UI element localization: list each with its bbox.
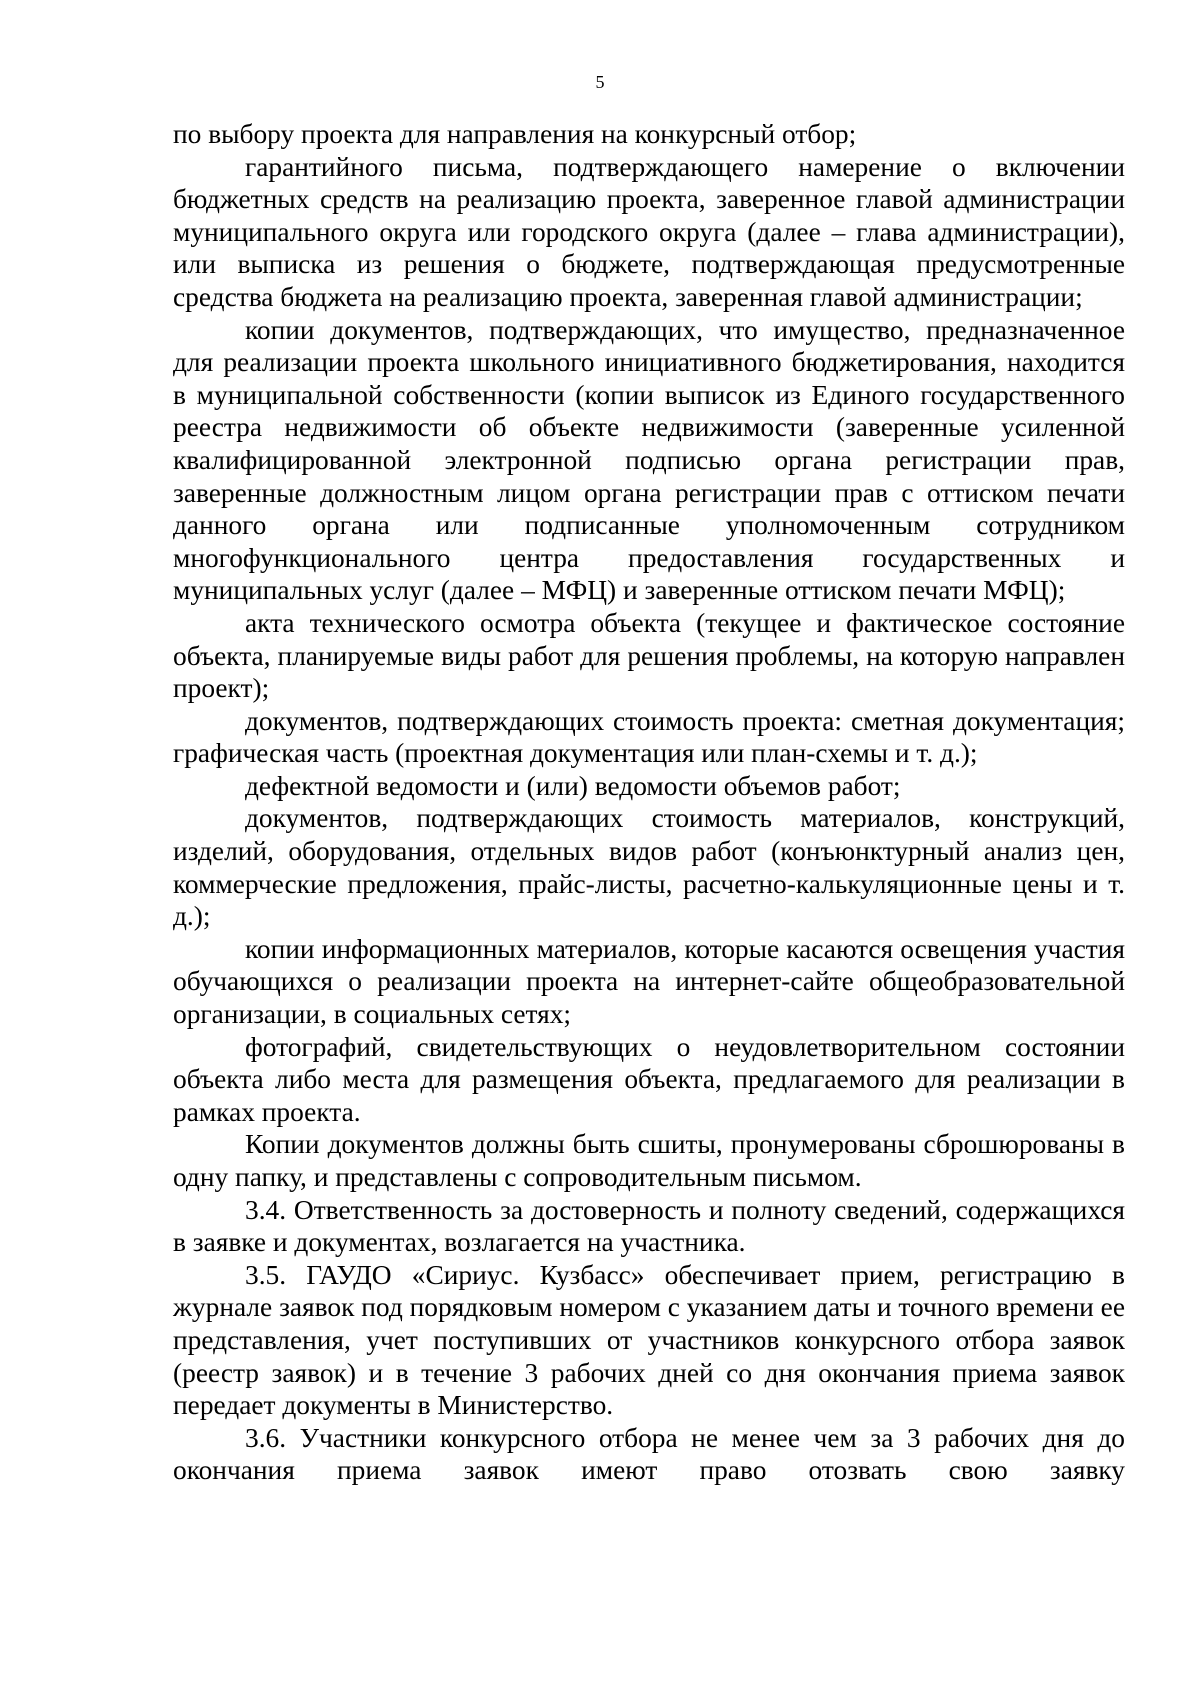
paragraph-project-selection: по выбору проекта для направления на конкурсный отбор;: [173, 119, 857, 149]
page-number: 5: [595, 72, 605, 92]
paragraph-inspection-act: акта технического осмотра объекта (текущее и фактическое состояние объекта, планируемые виды работ для решения проблемы, на которую направлен проект);: [173, 607, 1125, 704]
paragraph-defect-statement: дефектной ведомости и (или) ведомости объемов работ;: [245, 770, 901, 801]
paragraph-photos: фотографий, свидетельствующих о неудовлетворительном состоянии объекта либо места для размещения объекта, предлагаемого для реализации в рамках проекта.: [173, 1031, 1125, 1127]
paragraph-guarantee-letter: гарантийного письма, подтверждающего намерение о включении бюджетных средств на реализацию проекта, заверенное главой администрации муниципального округа или городского округа (далее – глава администрации), или выписка из решения о бюджете, подтверждающая предусмотренные средства бюджета на реализацию проекта, заверенная главой администрации;: [173, 151, 1125, 312]
document-body: [173, 118, 1125, 1487]
paragraph-3-6: 3.6. Участники конкурсного отбора не менее чем за 3 рабочих дня до окончания приема заявок имеют право отозвать свою заявку: [173, 1422, 1125, 1486]
paragraph-info-materials: копии информационных материалов, которые касаются освещения участия обучающихся о реализации проекта на интернет-сайте общеобразовательной организации, в социальных сетях;: [173, 933, 1125, 1030]
paragraph-cost-documents: документов, подтверждающих стоимость проекта: сметная документация; графическая часть (проектная документация или план-схемы и т. д.);: [173, 705, 1125, 769]
paragraph-property-documents: копии документов, подтверждающих, что имущество, предназначенное для реализации проекта школьного инициативного бюджетирования, находится в муниципальной собственности (копии выписок из Единого государственного реестра недвижимости об объекте недвижимости (заверенные усиленной квалифицированной электронной подписью органа регистрации прав, заверенные должностным лицом органа регистрации прав с оттиском печати данного органа или подписанные уполномоченным сотрудником многофункционального центра предоставления государственных и муниципальных услуг (далее – МФЦ) и заверенные оттиском печати МФЦ);: [173, 314, 1125, 606]
paragraph-3-4: 3.4. Ответственность за достоверность и полноту сведений, содержащихся в заявке и документах, возлагается на участника.: [173, 1194, 1125, 1258]
paragraph-3-5: 3.5. ГАУДО «Сириус. Кузбасс» обеспечивает прием, регистрацию в журнале заявок под порядковым номером с указанием даты и точного времени ее представления, учет поступивших от участников конкурсного отбора заявок (реестр заявок) и в течение 3 рабочих дней со дня окончания приема заявок передает документы в Министерство.: [173, 1259, 1125, 1421]
paragraph-document-copies: Копии документов должны быть сшиты, пронумерованы сброшюрованы в одну папку, и представлены с сопроводительным письмом.: [173, 1129, 1125, 1192]
paragraph-materials-cost: документов, подтверждающих стоимость материалов, конструкций, изделий, оборудования, отдельных видов работ (конъюнктурный анализ цен, коммерческие предложения, прайс-листы, расчетно-калькуляционные цены и т. д.);: [173, 803, 1125, 932]
